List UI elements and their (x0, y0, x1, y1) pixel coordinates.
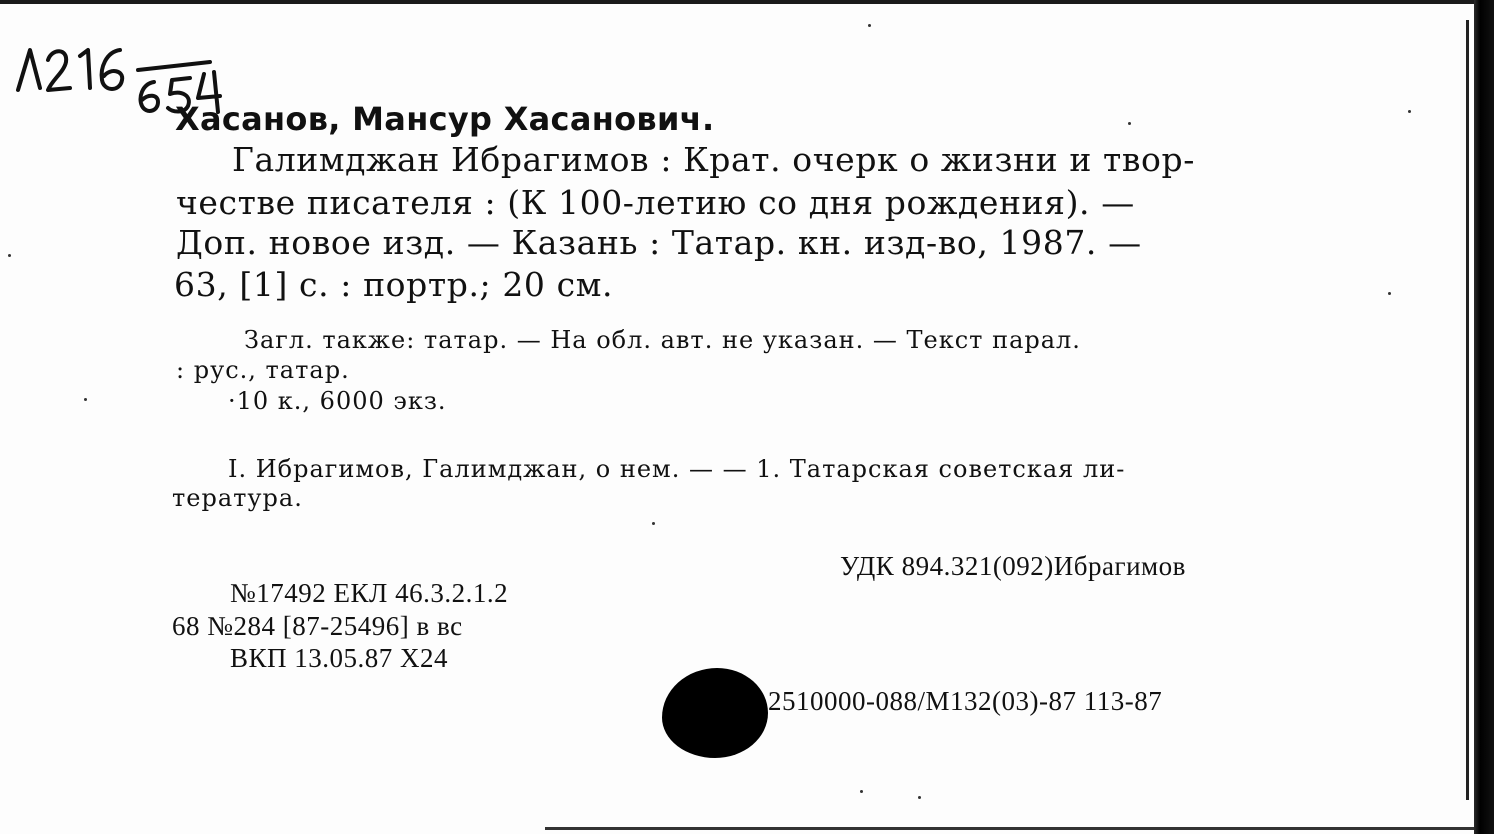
description-line-4: 63, [1] с. : портр.; 20 см. (174, 265, 614, 304)
subjects-line-2: тература. (172, 484, 303, 512)
scan-speck (652, 522, 655, 525)
udc-index: УДК 894.321(092)Ибрагимов (840, 551, 1186, 581)
scan-speck (8, 254, 11, 257)
description-line-2: честве писателя : (К 100-летию со дня рождения). — (176, 183, 1135, 222)
card-right-shadow (1466, 20, 1469, 800)
scan-speck (84, 398, 87, 401)
classification-code: 2510000-088/М132(03)-87 113-87 (768, 686, 1163, 716)
scan-speck (1408, 110, 1411, 113)
scan-speck (1388, 292, 1391, 295)
card-top-edge (0, 0, 1494, 4)
scan-speck (868, 24, 871, 27)
registration-line-3: ВКП 13.05.87 Х24 (230, 643, 449, 673)
notes-line-2: : рус., татар. (176, 356, 350, 384)
description-line-1: Галимджан Ибрагимов : Крат. очерк о жизни и твор- (232, 140, 1196, 179)
card-bottom-edge (545, 827, 1474, 830)
registration-line-2: 68 №284 [87-25496] в вс (172, 611, 463, 641)
author-heading: Хасанов, Мансур Хасанович. (175, 100, 715, 138)
description-line-3: Доп. новое изд. — Казань : Татар. кн. изд-во, 1987. — (176, 223, 1142, 262)
scan-speck (860, 790, 863, 793)
card-right-edge (1474, 0, 1494, 834)
ink-blot (662, 668, 768, 758)
scan-speck (918, 796, 921, 799)
registration-line-1: №17492 ЕКЛ 46.3.2.1.2 (230, 578, 509, 608)
price-copies: ·10 к., 6000 экз. (228, 387, 447, 415)
subjects-line-1: I. Ибрагимов, Галимджан, о нем. — — 1. Татарская советская ли- (228, 455, 1126, 483)
notes-line-1: Загл. также: татар. — На обл. авт. не указан. — Текст парал. (244, 326, 1081, 354)
scan-speck (1128, 122, 1131, 125)
